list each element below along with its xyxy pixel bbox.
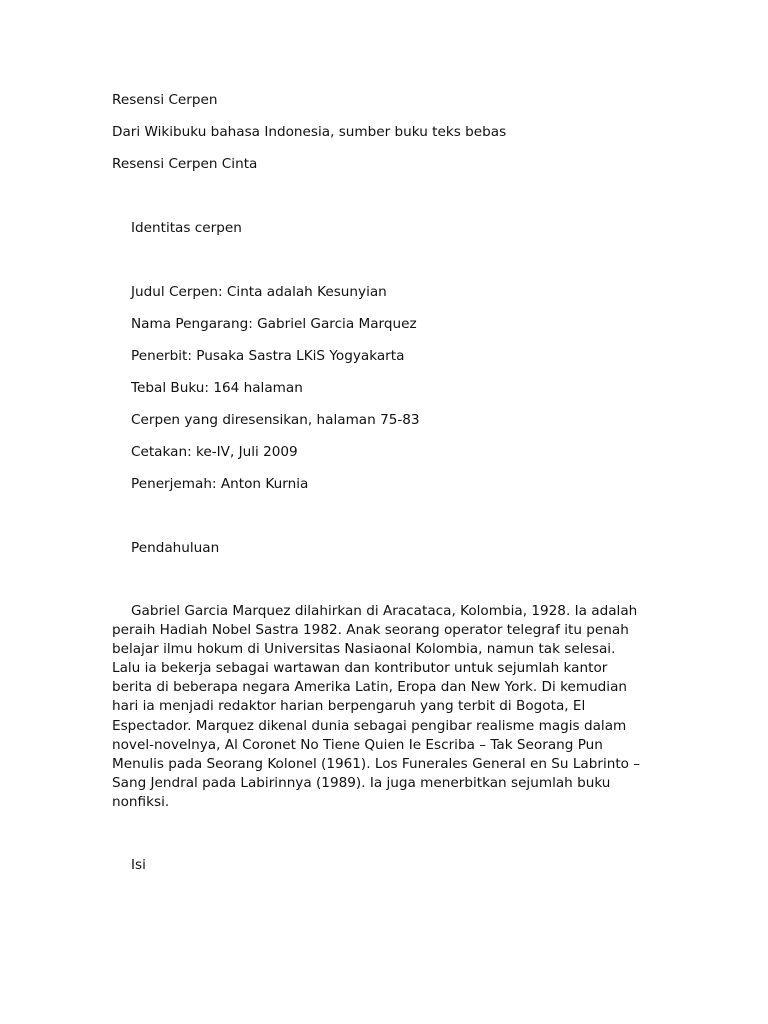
intro-line: Gabriel Garcia Marquez dilahirkan di Aracataca, Kolombia, 1928. Ia adalah <box>131 603 638 619</box>
intro-line: berita di beberapa negara Amerika Latin, Eropa dan New York. Di kemudian <box>112 679 628 696</box>
identity-item-pages: Tebal Buku: 164 halaman <box>131 380 303 396</box>
identity-item-reviewed-pages: Cerpen yang diresensikan, halaman 75-83 <box>131 412 420 428</box>
source-line: Dari Wikibuku bahasa Indonesia, sumber buku teks bebas <box>112 124 507 140</box>
intro-line: Menulis pada Seorang Kolonel (1961). Los Funerales General en Su Labrinto – <box>112 755 641 772</box>
identity-item-translator: Penerjemah: Anton Kurnia <box>131 476 309 492</box>
identity-item-author: Nama Pengarang: Gabriel Garcia Marquez <box>131 316 417 332</box>
document-title: Resensi Cerpen <box>112 92 218 108</box>
identity-item-edition: Cetakan: ke-IV, Juli 2009 <box>131 444 298 460</box>
intro-line: nonfiksi. <box>112 793 170 810</box>
intro-line: peraih Hadiah Nobel Sastra 1982. Anak seorang operator telegraf itu penah <box>112 622 629 639</box>
content-heading: Isi <box>131 857 146 873</box>
intro-paragraph <box>112 602 672 812</box>
intro-line: Lalu ia bekerja sebagai wartawan dan kontributor untuk sejumlah kantor <box>112 660 608 677</box>
intro-line: Sang Jendral pada Labirinnya (1989). Ia juga menerbitkan sejumlah buku <box>112 774 611 791</box>
identity-item-publisher: Penerbit: Pusaka Sastra LKiS Yogyakarta <box>131 348 405 364</box>
intro-heading: Pendahuluan <box>131 540 220 556</box>
intro-line: Espectador. Marquez dikenal dunia sebagai pengibar realisme magis dalam <box>112 717 627 734</box>
intro-line: novel-novelnya, Al Coronet No Tiene Quien Ie Escriba – Tak Seorang Pun <box>112 736 603 753</box>
identity-heading: Identitas cerpen <box>131 220 242 236</box>
intro-line: belajar ilmu hokum di Universitas Nasiaonal Kolombia, namun tak selesai. <box>112 641 616 658</box>
intro-line: hari ia menjadi redaktor harian berpengaruh yang terbit di Bogota, El <box>112 698 586 715</box>
identity-item-title: Judul Cerpen: Cinta adalah Kesunyian <box>131 284 387 300</box>
document-subtitle: Resensi Cerpen Cinta <box>112 156 258 172</box>
